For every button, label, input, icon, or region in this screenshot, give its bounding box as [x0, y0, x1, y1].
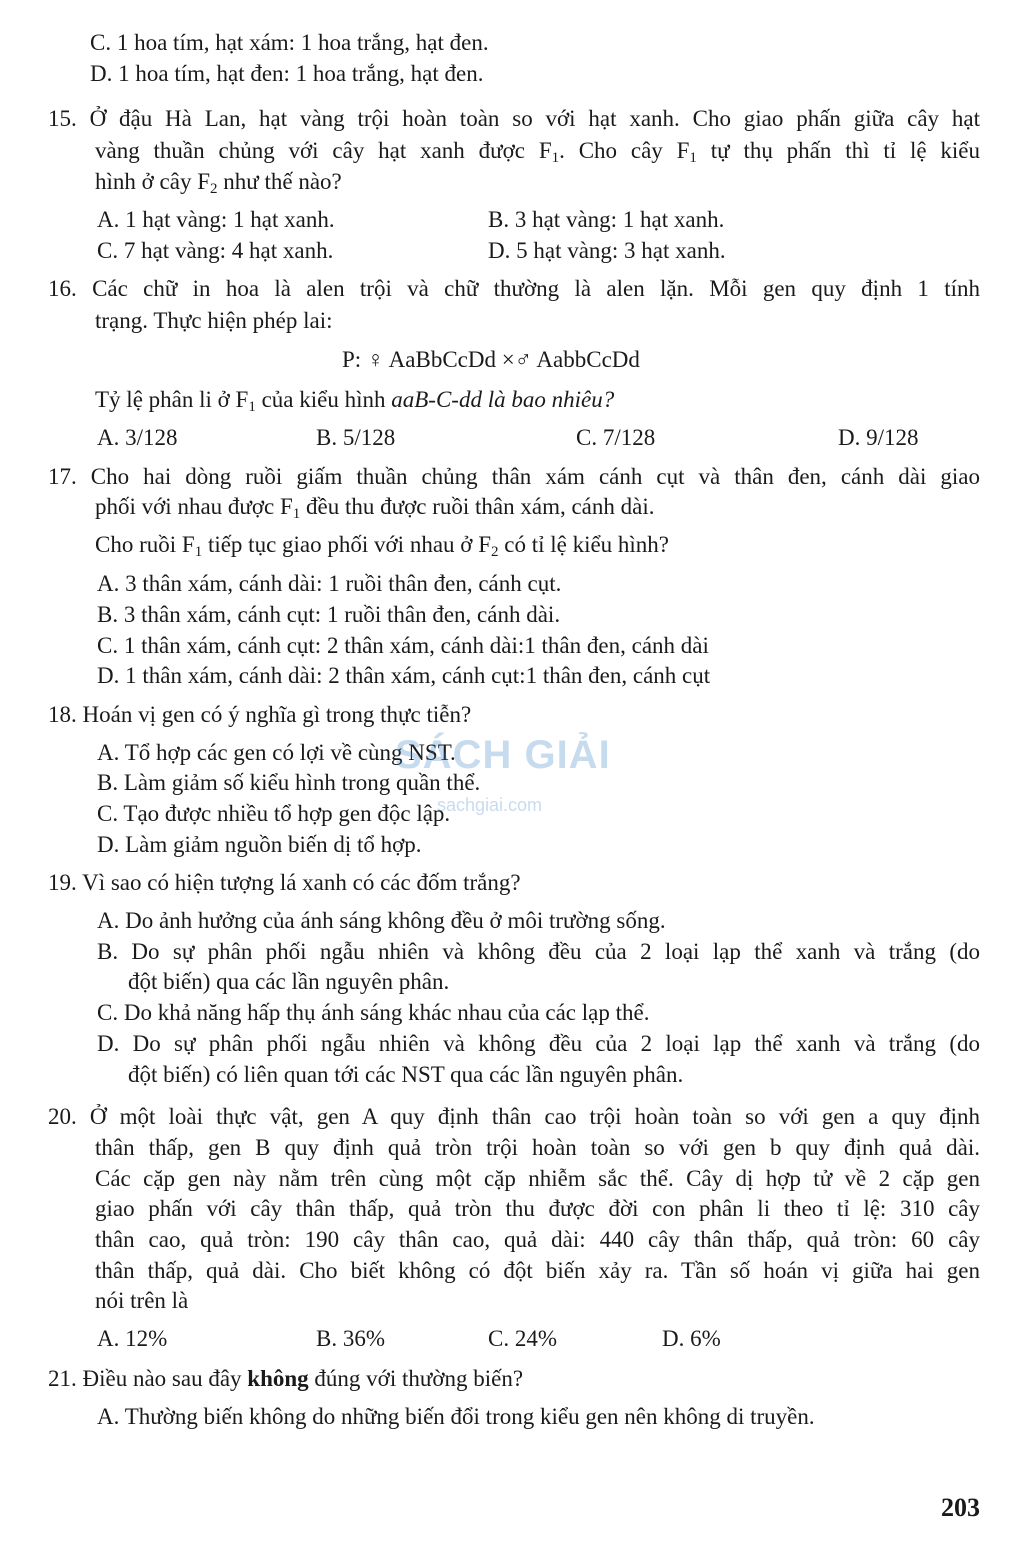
q19-option-a: A. Do ảnh hưởng của ánh sáng không đều ở môi trường sống. — [97, 908, 666, 933]
q18-option-b: B. Làm giảm số kiểu hình trong quần thể. — [97, 770, 481, 795]
q17-option-b: B. 3 thân xám, cánh cụt: 1 ruồi thân đen, cánh dài. — [97, 602, 561, 627]
q21-option-a: A. Thường biến không do những biến đổi trong kiểu gen nên không di truyền. — [97, 1404, 815, 1429]
q19-option-d-line1: D. Do sự phân phối ngẫu nhiên và không đều của 2 loại lạp thể xanh và trắng (do — [97, 1031, 980, 1056]
q17-option-d: D. 1 thân xám, cánh dài: 2 thân xám, cánh cụt:1 thân đen, cánh cụt — [97, 663, 711, 688]
q20-stem-line4: giao phấn với cây thân thấp, quả tròn thu được đời con phân li theo tỉ lệ: 310 cây — [95, 1196, 980, 1221]
q16-stem-line2: trạng. Thực hiện phép lai: — [95, 308, 333, 333]
q19-option-b-line1: B. Do sự phân phối ngẫu nhiên và không đều của 2 loại lạp thể xanh và trắng (do — [97, 939, 980, 964]
q15-stem-line3: hình ở cây $F_2$ như thế nào? — [95, 169, 342, 197]
q16-cross-formula: P: ♀ AaBbCcDd ×♂ AabbCcDd — [342, 347, 640, 372]
q15-option-c: C. 7 hạt vàng: 4 hạt xanh. — [97, 238, 334, 263]
q18-option-c: C. Tạo được nhiều tổ hợp gen độc lập. — [97, 801, 451, 826]
q15-option-b: B. 3 hạt vàng: 1 hạt xanh. — [488, 207, 725, 232]
q15-stem-line1: 15. Ở đậu Hà Lan, hạt vàng trội hoàn toàn so với hạt xanh. Cho giao phấn giữa cây hạt — [48, 106, 980, 131]
watermark-logo — [395, 733, 625, 823]
watermark-brand: SÁCH GIẢI — [395, 733, 611, 777]
page-number: 203 — [941, 1493, 980, 1522]
q19-stem: 19. Vì sao có hiện tượng lá xanh có các đốm trắng? — [48, 870, 521, 895]
q17-option-a: A. 3 thân xám, cánh dài: 1 ruồi thân đen, cánh cụt. — [97, 571, 562, 596]
q17-option-c: C. 1 thân xám, cánh cụt: 2 thân xám, cánh dài:1 thân đen, cánh dài — [97, 633, 709, 658]
q20-stem-line7: nói trên là — [95, 1288, 189, 1313]
q20-option-b: B. 36% — [316, 1326, 385, 1351]
q19-option-d-line2: đột biến) có liên quan tới các NST qua các lần nguyên phân. — [128, 1062, 684, 1087]
q20-stem-line1: 20. Ở một loài thực vật, gen A quy định thân cao trội hoàn toàn so với gen a quy định — [48, 1104, 980, 1129]
q15-option-a: A. 1 hạt vàng: 1 hạt xanh. — [97, 207, 335, 232]
q19-option-c: C. Do khả năng hấp thụ ánh sáng khác nhau của các lạp thể. — [97, 1000, 650, 1025]
q16-stem-line3: Tỷ lệ phân li ở $F_1$ của kiểu hình aaB-C-dd là bao nhiêu? — [95, 387, 615, 415]
q17-stem-line3: Cho ruồi $F_1$ tiếp tục giao phối với nhau ở $F_2$ có tỉ lệ kiểu hình? — [95, 532, 670, 560]
q16-option-d: D. 9/128 — [838, 425, 919, 450]
q21-stem: 21. Điều nào sau đây không đúng với thường biến? — [48, 1366, 524, 1391]
q20-stem-line2: thân thấp, gen B quy định quả tròn trội hoàn toàn so với gen b quy định quả dài. — [95, 1135, 980, 1160]
q20-option-a: A. 12% — [97, 1326, 168, 1351]
q17-stem-line2: phối với nhau được $F_1$ đều thu được ruồi thân xám, cánh dài. — [95, 494, 655, 522]
q16-stem-line1: 16. Các chữ in hoa là alen trội và chữ thường là alen lặn. Mỗi gen quy định 1 tính — [48, 276, 980, 301]
q18-option-a: A. Tổ hợp các gen có lợi về cùng NST. — [97, 740, 456, 765]
q16-option-b: B. 5/128 — [316, 425, 396, 450]
q15-stem-line2: vàng thuần chủng với cây hạt xanh được $F_1$. Cho cây $F_1$ tự thụ phấn thì tỉ lệ kiểu — [95, 138, 980, 166]
q20-stem-line5: thân cao, quả tròn: 190 cây thân cao, quả dài: 440 cây thân thấp, quả tròn: 60 cây — [95, 1227, 980, 1252]
q20-option-c: C. 24% — [488, 1326, 557, 1351]
q14-option-d: D. 1 hoa tím, hạt đen: 1 hoa trắng, hạt đen. — [90, 61, 484, 86]
q18-stem: 18. Hoán vị gen có ý nghĩa gì trong thực tiễn? — [48, 702, 472, 727]
q18-option-d: D. Làm giảm nguồn biến dị tổ hợp. — [97, 832, 422, 857]
q16-option-c: C. 7/128 — [576, 425, 656, 450]
q15-option-d: D. 5 hạt vàng: 3 hạt xanh. — [488, 238, 726, 263]
q20-option-d: D. 6% — [662, 1326, 721, 1351]
q17-stem-line1: 17. Cho hai dòng ruồi giấm thuần chủng thân xám cánh cụt và thân đen, cánh dài giao — [48, 464, 980, 489]
q14-option-c: C. 1 hoa tím, hạt xám: 1 hoa trắng, hạt đen. — [90, 30, 489, 55]
q19-option-b-line2: đột biến) qua các lần nguyên phân. — [128, 969, 450, 994]
q20-stem-line3: Các cặp gen này nằm trên cùng một cặp nhiễm sắc thể. Cây dị hợp tử về 2 cặp gen — [95, 1166, 980, 1191]
watermark-url: sachgiai.com — [437, 795, 543, 815]
q16-option-a: A. 3/128 — [97, 425, 178, 450]
q20-stem-line6: thân thấp, quả dài. Cho biết không có đột biến xảy ra. Tần số hoán vị giữa hai gen — [95, 1258, 980, 1283]
